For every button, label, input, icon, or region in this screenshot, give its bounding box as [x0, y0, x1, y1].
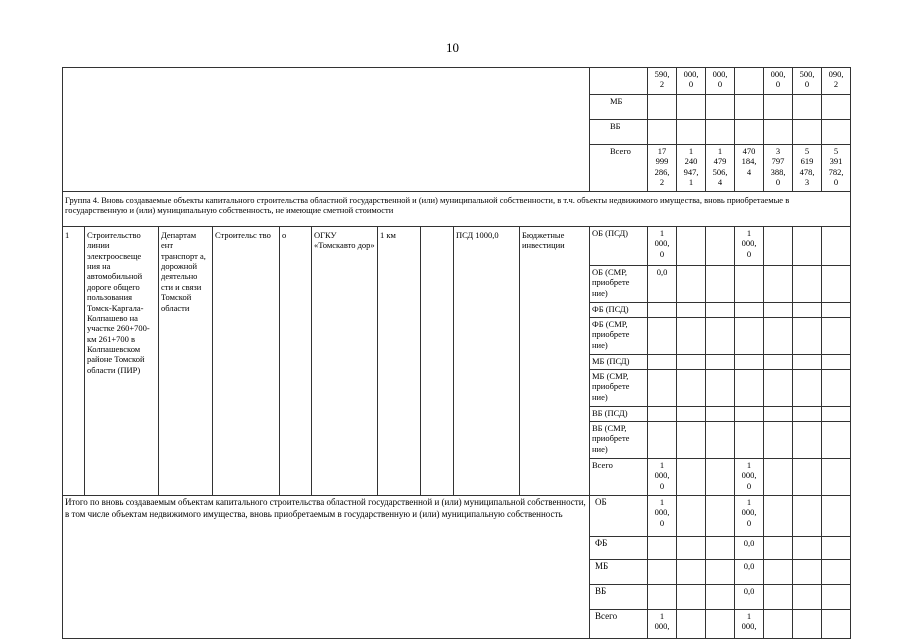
object-value-cell [677, 227, 706, 266]
source-label: ФБ (ПСД) [590, 303, 648, 318]
source-label: ОБ (ПСД) [590, 227, 648, 266]
top-value-cell: 500, 0 [793, 68, 822, 95]
top-value-cell [677, 95, 706, 120]
table-row [63, 192, 851, 227]
top-value-cell [793, 95, 822, 120]
total-value-cell [648, 560, 677, 585]
total-value-cell [677, 496, 706, 537]
object-value-cell [706, 459, 735, 496]
object-value-cell [677, 407, 706, 422]
total-value-cell [648, 537, 677, 560]
total-value-cell [822, 560, 851, 585]
top-value-cell [822, 95, 851, 120]
object-value-cell [822, 407, 851, 422]
object-value-cell: 1 000, 0 [648, 459, 677, 496]
source-label: ВБ (СМР, приобрете ние) [590, 422, 648, 459]
source-label: Всего [590, 610, 648, 639]
object-value-cell [822, 459, 851, 496]
object-value-cell [764, 370, 793, 407]
object-value-cell: 1 000, 0 [648, 227, 677, 266]
top-value-cell [648, 95, 677, 120]
object-value-cell [764, 227, 793, 266]
top-value-cell: 5 391 782, 0 [822, 145, 851, 192]
total-value-cell: 0,0 [735, 585, 764, 610]
top-value-cell: 470 184, 4 [735, 145, 764, 192]
object-work-type: Строительс тво [213, 227, 280, 496]
top-value-cell [735, 95, 764, 120]
object-value-cell [764, 266, 793, 303]
top-value-cell [677, 120, 706, 145]
total-value-cell [706, 496, 735, 537]
top-value-cell [764, 120, 793, 145]
table-row [63, 227, 851, 266]
top-value-cell [735, 68, 764, 95]
total-value-cell [764, 585, 793, 610]
object-value-cell [648, 422, 677, 459]
object-value-cell [793, 370, 822, 407]
total-value-cell [706, 537, 735, 560]
object-value-cell [735, 422, 764, 459]
object-value-cell [677, 318, 706, 355]
source-label: МБ (ПСД) [590, 355, 648, 370]
object-value-cell [822, 266, 851, 303]
top-value-cell: 000, 0 [677, 68, 706, 95]
object-value-cell [735, 266, 764, 303]
source-label: МБ (СМР, приобрете ние) [590, 370, 648, 407]
object-value-cell [735, 355, 764, 370]
object-value-cell [793, 318, 822, 355]
object-value-cell [735, 318, 764, 355]
object-value-cell [677, 303, 706, 318]
total-value-cell [706, 585, 735, 610]
table-row [63, 496, 851, 537]
source-label: МБ [590, 95, 648, 120]
object-investment: Бюджетные инвестиции [520, 227, 590, 496]
object-value-cell [822, 422, 851, 459]
top-value-cell [764, 95, 793, 120]
total-value-cell [793, 585, 822, 610]
object-value-cell [677, 422, 706, 459]
source-label: ВБ [590, 120, 648, 145]
source-label: Всего [590, 459, 648, 496]
table-row [63, 68, 851, 95]
source-label: МБ [590, 560, 648, 585]
object-value-cell [735, 303, 764, 318]
total-value-cell [677, 610, 706, 639]
object-name: Строительство линии электроосвеще ния на автомобильной дороге общего пользования Томск-Каргала-Колпашево на участке 260+700- км 261+700 в Колпашевском районе Томской области (ПИР) [85, 227, 159, 496]
object-value-cell [793, 422, 822, 459]
total-value-cell [822, 537, 851, 560]
top-value-cell [735, 120, 764, 145]
object-value-cell [648, 370, 677, 407]
total-value-cell [677, 537, 706, 560]
object-value-cell [706, 303, 735, 318]
total-value-cell: 1 000, 0 [735, 496, 764, 537]
top-value-cell [706, 120, 735, 145]
total-value-cell: 1 000, [648, 610, 677, 639]
total-value-cell [706, 560, 735, 585]
total-value-cell [793, 537, 822, 560]
object-value-cell [764, 355, 793, 370]
object-value-cell [822, 227, 851, 266]
total-label: Итого по вновь создаваемым объектам капитального строительства областной государственной и (или) муниципальной собственности, в том числе объектам недвижимого имущества, вновь приобретаемым в государственную и (или) муниципальную собственность [63, 496, 590, 639]
object-value-cell [822, 303, 851, 318]
source-label: ВБ (ПСД) [590, 407, 648, 422]
object-value-cell: 1 000, 0 [735, 227, 764, 266]
continuation-blank-cell [63, 68, 590, 192]
object-value-cell [706, 422, 735, 459]
top-value-cell [822, 120, 851, 145]
object-deadline [421, 227, 454, 496]
total-value-cell: 0,0 [735, 537, 764, 560]
total-value-cell [822, 610, 851, 639]
top-value-cell: 17 999 286, 2 [648, 145, 677, 192]
object-value-cell [822, 370, 851, 407]
object-value-cell [677, 355, 706, 370]
budget-table [62, 67, 851, 639]
object-value-cell [793, 227, 822, 266]
total-value-cell [764, 610, 793, 639]
object-value-cell: 1 000, 0 [735, 459, 764, 496]
object-value-cell [706, 227, 735, 266]
object-number: 1 [63, 227, 85, 496]
top-value-cell: 1 479 506, 4 [706, 145, 735, 192]
total-value-cell [793, 560, 822, 585]
object-value-cell [706, 355, 735, 370]
source-label: ОБ (СМР, приобрете ние) [590, 266, 648, 303]
object-value-cell [764, 303, 793, 318]
total-value-cell [677, 585, 706, 610]
object-value-cell [677, 459, 706, 496]
total-value-cell [677, 560, 706, 585]
object-value-cell [764, 407, 793, 422]
total-value-cell [793, 610, 822, 639]
object-value-cell [706, 318, 735, 355]
source-label: Всего [590, 145, 648, 192]
total-value-cell [764, 537, 793, 560]
source-label: ФБ (СМР, приобрете ние) [590, 318, 648, 355]
total-value-cell [764, 560, 793, 585]
top-value-cell: 5 619 478, 3 [793, 145, 822, 192]
top-value-cell: 1 240 947, 1 [677, 145, 706, 192]
top-value-cell: 000, 0 [764, 68, 793, 95]
object-value-cell [648, 355, 677, 370]
object-value-cell [822, 318, 851, 355]
total-value-cell: 1 000, [735, 610, 764, 639]
total-value-cell [793, 496, 822, 537]
object-value-cell [764, 422, 793, 459]
total-value-cell [706, 610, 735, 639]
group-title: Группа 4. Вновь создаваемые объекты капитального строительства областной государственной и (или) муниципальной собственности, в т.ч. объекты недвижимого имущества, вновь приобретаемые в государственную и (или) муниципальную собственность, не имеющие сметной стоимости [63, 192, 851, 227]
total-value-cell: 1 000, 0 [648, 496, 677, 537]
top-value-cell: 3 797 388, 0 [764, 145, 793, 192]
top-value-cell [793, 120, 822, 145]
object-value-cell [706, 407, 735, 422]
object-value-cell [677, 370, 706, 407]
total-value-cell [822, 585, 851, 610]
total-value-cell [764, 496, 793, 537]
top-value-cell: 000, 0 [706, 68, 735, 95]
object-property: о [280, 227, 312, 496]
source-label: ОБ [590, 496, 648, 537]
object-value-cell [793, 303, 822, 318]
object-value-cell [735, 407, 764, 422]
object-value-cell [793, 355, 822, 370]
total-value-cell [822, 496, 851, 537]
object-customer: ОГКУ «Томскавто дор» [312, 227, 378, 496]
total-value-cell [648, 585, 677, 610]
source-label: ФБ [590, 537, 648, 560]
object-value-cell [706, 266, 735, 303]
total-value-cell: 0,0 [735, 560, 764, 585]
top-value-cell: 090, 2 [822, 68, 851, 95]
top-value-cell: 590, 2 [648, 68, 677, 95]
source-label: ВБ [590, 585, 648, 610]
object-value-cell [677, 266, 706, 303]
object-value-cell [793, 266, 822, 303]
object-documentation: ПСД 1000,0 [454, 227, 520, 496]
top-value-cell [648, 120, 677, 145]
object-value-cell [706, 370, 735, 407]
object-value-cell [648, 303, 677, 318]
top-value-cell [706, 95, 735, 120]
object-value-cell [793, 459, 822, 496]
object-capacity: 1 км [378, 227, 421, 496]
page-number: 10 [446, 40, 459, 55]
object-value-cell [648, 407, 677, 422]
object-value-cell [764, 459, 793, 496]
object-value-cell [764, 318, 793, 355]
object-department: Департам ент транспорт а, дорожной деятельно сти и связи Томской области [159, 227, 213, 496]
object-value-cell [735, 370, 764, 407]
source-cell [590, 68, 648, 95]
object-value-cell: 0,0 [648, 266, 677, 303]
object-value-cell [822, 355, 851, 370]
object-value-cell [793, 407, 822, 422]
object-value-cell [648, 318, 677, 355]
